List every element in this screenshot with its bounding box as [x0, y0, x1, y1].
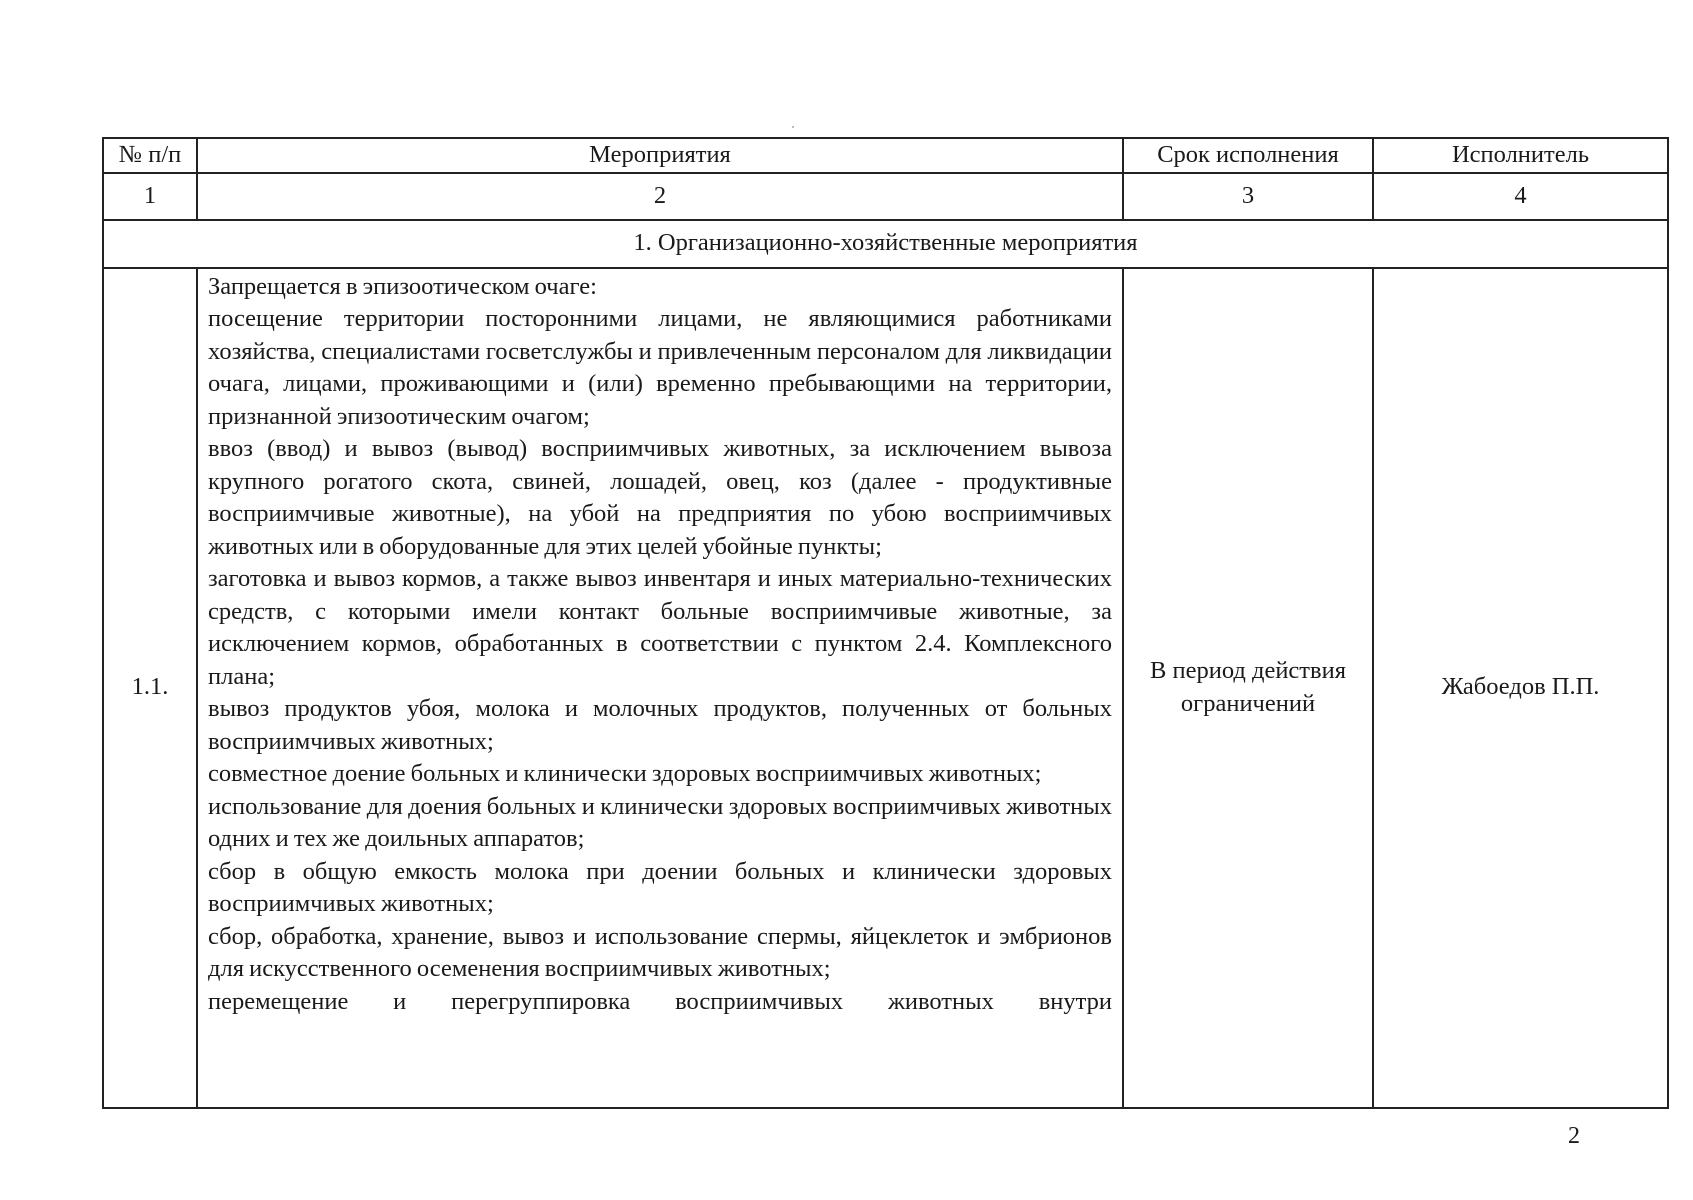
executor-cell: [1373, 268, 1668, 1108]
column-number-2: 2: [197, 173, 1123, 220]
column-number-1: 1: [103, 173, 197, 220]
measure-paragraph: посещение территории посторонними лицами, не являющимися работниками хозяйства, специалистами госветслужбы и привлеченным персоналом для ликвидации очага, лицами, проживающими и (или) временно пребывающими на территории, признанной эпизоотическим очагом;: [208, 305, 1112, 430]
scan-speck: [792, 126, 794, 128]
measure-paragraph: вывоз продуктов убоя, молока и молочных продуктов, полученных от больных восприимчивых животных;: [208, 695, 1112, 755]
measure-paragraph: заготовка и вывоз кормов, а также вывоз инвентаря и иных материально-технических средств, с которыми имели контакт больные восприимчивые животные, за исключением кормов, обработанных в соответствии с пунктом 2.4. Комплексного плана;: [208, 565, 1112, 690]
column-number-row: [103, 173, 1668, 220]
measure-paragraph: сбор, обработка, хранение, вывоз и использование спермы, яйцеклеток и эмбрионов для искусственного осеменения восприимчивых животных;: [208, 922, 1112, 982]
executor-name: Жабоедов П.П.: [1441, 673, 1600, 701]
measure-paragraph: Запрещается в эпизоотическом очаге:: [208, 272, 597, 300]
term-cell: [1123, 268, 1373, 1108]
header-row: [103, 138, 1668, 173]
measure-paragraph: сбор в общую емкость молока при доении больных и клинически здоровых восприимчивых животных;: [208, 857, 1112, 917]
row-number: 1.1.: [103, 268, 197, 1108]
header-executor: Исполнитель: [1373, 138, 1668, 173]
measure-paragraph: перемещение и перегруппировка восприимчивых животных внутри: [208, 987, 1112, 1015]
section-row: [103, 220, 1668, 268]
column-number-3: 3: [1123, 173, 1373, 220]
measures-table: [102, 137, 1669, 1109]
column-number-4: 4: [1373, 173, 1668, 220]
table-row: [103, 268, 1668, 1108]
header-measures: Мероприятия: [197, 138, 1123, 173]
header-term: Срок исполнения: [1123, 138, 1373, 173]
measure-paragraph: ввоз (ввод) и вывоз (вывод) восприимчивых животных, за исключением вывоза крупного рогатого скота, свиней, лошадей, овец, коз (далее - продуктивные восприимчивые животные), на убой на предприятия по убою восприимчивых животных или в оборудованные для этих целей убойные пункты;: [208, 435, 1112, 560]
section-title: 1. Организационно-хозяйственные мероприятия: [103, 220, 1668, 268]
header-num: № п/п: [103, 138, 197, 173]
measures-cell: [197, 268, 1123, 1108]
measure-paragraph: использование для доения больных и клинически здоровых восприимчивых животных одних и тех же доильных аппаратов;: [208, 792, 1112, 852]
term-line: В период действия: [1150, 657, 1346, 684]
page-number: 2: [1568, 1123, 1580, 1149]
term-line: ограничений: [1180, 689, 1316, 717]
measure-paragraph: совместное доение больных и клинически здоровых восприимчивых животных;: [208, 760, 1042, 787]
